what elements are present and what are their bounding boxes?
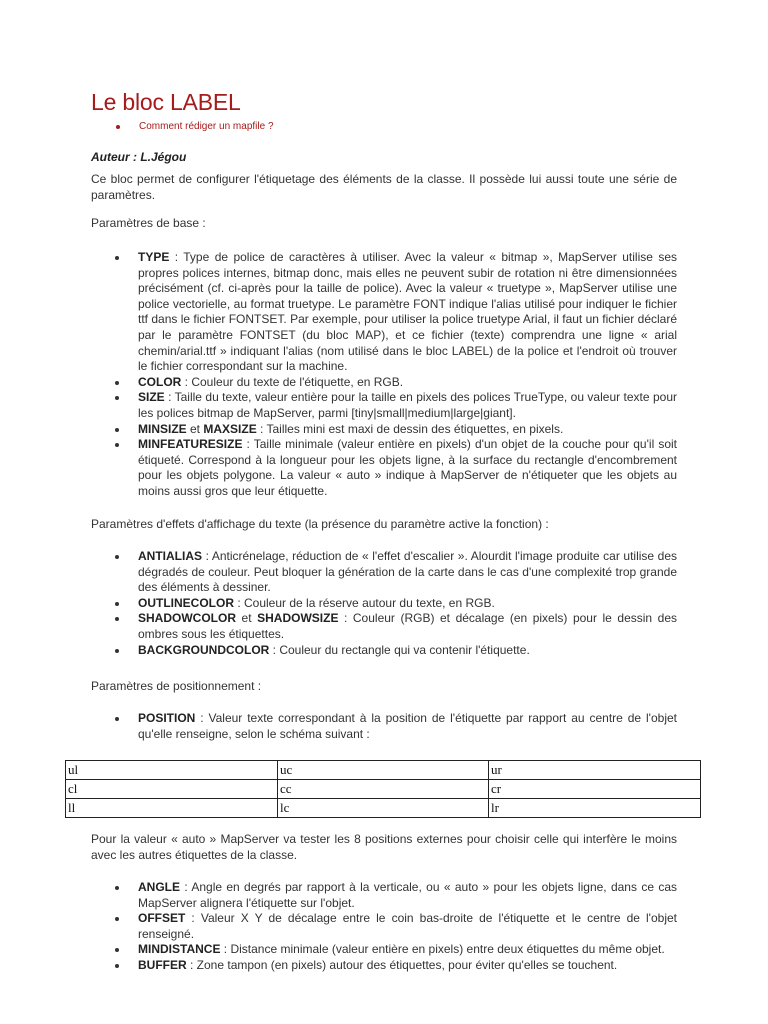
- param-name: POSITION: [138, 711, 196, 725]
- param-item: [91, 911, 677, 942]
- param-name: SHADOWCOLOR: [138, 611, 236, 626]
- table-cell: cr: [489, 780, 701, 799]
- param-description: : Couleur (RGB) et décalage (en pixels) pour le dessin des ombres sous les étiquettes.: [138, 611, 677, 641]
- param-description: : Type de police de caractères à utiliser. Avec la valeur « bitmap », MapServer utilise ses propres polices internes, bitmap donc, mais elles ne peuvent subir de rotation ni être dimensionnées précisément (cf. ci-après pour la taille de police). Avec la valeur « truetype », MapServer utilise une police vectorielle, au format truetype. Le paramètre FONT indique l'alias utilisé pour indiquer le fichier ttf dans le fichier FONTSET. Par exemple, pour utiliser la police truetype Arial, il faut un fichier déclaré par le paramètre FONTSET (du bloc MAP), et ce fichier (texte) comprendra une ligne « arial chemin/arial.ttf » indiquant l'alias (nom utilisé dans le bloc LABEL) de la police et l'endroit où trouver le fichier correspondant sur la machine.: [138, 250, 677, 374]
- param-description: : Couleur de la réserve autour du texte, en RGB.: [234, 595, 495, 610]
- table-row: [66, 799, 701, 818]
- param-joiner: et: [186, 421, 204, 436]
- param-item: [91, 643, 677, 659]
- base-params-list: [91, 250, 677, 500]
- param-name: OUTLINECOLOR: [138, 595, 234, 610]
- param-item: [91, 549, 677, 596]
- param-description: : Angle en degrés par rapport à la verticale, ou « auto » pour les objets ligne, dans ce cas MapServer alignera l'étiquette sur l'objet.: [138, 880, 677, 910]
- param-description: : Distance minimale (valeur entière en pixels) entre deux étiquettes du même objet.: [220, 942, 665, 957]
- param-item: [91, 250, 677, 375]
- param-item: [91, 942, 677, 958]
- page-title: Le bloc LABEL: [91, 89, 241, 115]
- position-params-list: [91, 711, 677, 742]
- param-name: MAXSIZE: [203, 421, 257, 436]
- param-item: [91, 880, 677, 911]
- more-params-list: [91, 880, 677, 974]
- param-name: SHADOWSIZE: [257, 611, 339, 626]
- table-row: [66, 780, 701, 799]
- author-line: Auteur : L.Jégou: [91, 150, 187, 164]
- param-name: BACKGROUNDCOLOR: [138, 642, 270, 657]
- param-name: SIZE: [138, 390, 165, 405]
- table-cell: lr: [489, 799, 701, 818]
- table-cell: cc: [278, 780, 489, 799]
- position-table: [65, 760, 701, 818]
- intro-paragraph: Ce bloc permet de configurer l'étiquetage des éléments de la classe. Il possède lui aussi toute une série de paramètres.: [91, 172, 677, 202]
- param-item: [91, 390, 677, 421]
- table-cell: ul: [66, 761, 278, 780]
- section-heading-effects: Paramètres d'effets d'affichage du texte (la présence du paramètre active la fonction) :: [91, 517, 549, 531]
- param-description: : Tailles mini est maxi de dessin des étiquettes, en pixels.: [256, 421, 564, 436]
- sublink-mapfile[interactable]: Comment rédiger un mapfile ?: [91, 120, 274, 134]
- param-name: ANGLE: [138, 880, 180, 894]
- sublink-list: [91, 120, 274, 134]
- table-row: [66, 761, 701, 780]
- param-item: [91, 711, 677, 742]
- section-heading-position: Paramètres de positionnement :: [91, 679, 262, 693]
- param-description: : Couleur du texte de l'étiquette, en RGB.: [181, 374, 404, 389]
- param-name: MINDISTANCE: [138, 942, 221, 957]
- auto-note-paragraph: Pour la valeur « auto » MapServer va tester les 8 positions externes pour choisir celle qui interfère le moins avec les autres étiquettes de la classe.: [91, 832, 677, 862]
- param-description: : Taille du texte, valeur entière pour la taille en pixels des polices TrueType, ou valeur texte pour les polices bitmap de MapServer, parmi [tiny|small|medium|large|giant].: [138, 390, 677, 420]
- param-item: [91, 375, 677, 391]
- param-item: [91, 596, 677, 612]
- param-description: : Zone tampon (en pixels) autour des étiquettes, pour éviter qu'elles se touchent.: [186, 957, 618, 972]
- param-item: [91, 437, 677, 499]
- param-name: OFFSET: [138, 911, 186, 926]
- effect-params-list: [91, 549, 677, 658]
- table-cell: cl: [66, 780, 278, 799]
- param-item: [91, 611, 677, 642]
- param-name: TYPE: [138, 250, 170, 264]
- section-heading-base: Paramètres de base :: [91, 216, 206, 230]
- param-description: : Taille minimale (valeur entière en pixels) d'un objet de la couche pour qu'il soit étiqueté. Correspond à la longueur pour les objets ligne, à la surface du rectangle d'encombrement pour les objets polygone. La valeur « auto » indique à MapServer de n'étiqueter que les objets au moins aussi gros que leur étiquette.: [138, 437, 677, 498]
- param-name: BUFFER: [138, 957, 187, 972]
- param-description: : Couleur du rectangle qui va contenir l'étiquette.: [269, 642, 530, 657]
- param-item: [91, 958, 677, 974]
- param-description: : Anticrénelage, réduction de « l'effet d'escalier ». Alourdit l'image produite car utilise des dégradés de couleur. Peut bloquer la génération de la carte dans le cas d'une complexité trop grande des éléments à dessiner.: [138, 549, 677, 595]
- param-name: COLOR: [138, 374, 182, 389]
- table-cell: ll: [66, 799, 278, 818]
- param-item: [91, 422, 677, 438]
- param-name: MINSIZE: [138, 421, 187, 436]
- table-cell: uc: [278, 761, 489, 780]
- param-description: : Valeur X Y de décalage entre le coin bas-droite de l'étiquette et le centre de l'objet renseigné.: [138, 911, 677, 941]
- table-cell: ur: [489, 761, 701, 780]
- param-joiner: et: [236, 611, 258, 626]
- param-description: : Valeur texte correspondant à la position de l'étiquette par rapport au centre de l'objet qu'elle renseigne, selon le schéma suivant :: [138, 711, 677, 741]
- param-name: MINFEATURESIZE: [138, 437, 243, 452]
- table-cell: lc: [278, 799, 489, 818]
- param-name: ANTIALIAS: [138, 549, 202, 563]
